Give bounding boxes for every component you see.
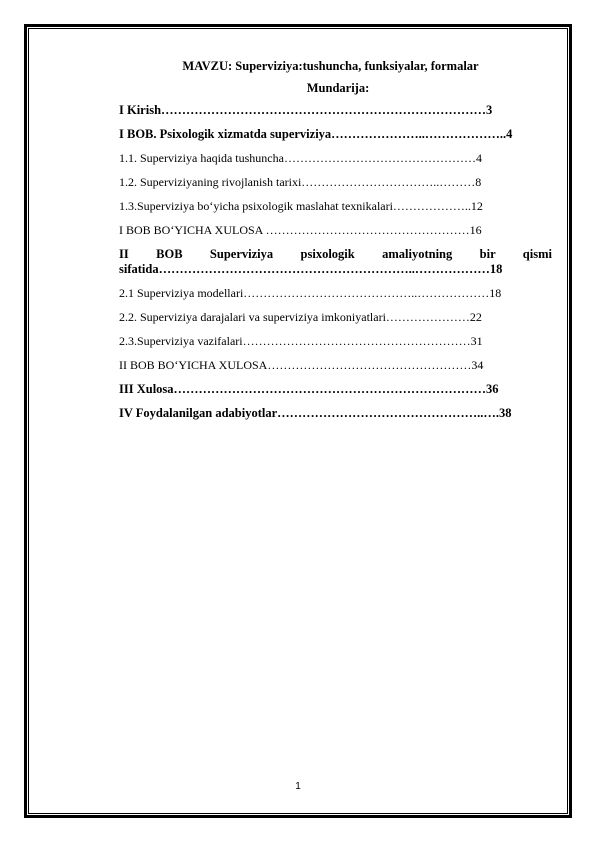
document-title: MAVZU: Superviziya:tushuncha, funksiyalar, formalar [182,59,479,73]
table-of-contents [119,103,552,421]
toc-entry-xulosa[interactable]: III Xulosa…………………………………………………………………36 [119,382,499,396]
toc-entry-bob1[interactable]: I BOB. Psixologik xizmatda superviziya…………………..………………..4 [119,127,513,141]
toc-entry-bob2-xulosa[interactable]: II BOB BO‘YICHA XULOSA……………………………………………34 [119,358,484,372]
toc-entry-kirish[interactable]: I Kirish……………………………………………………………………3 [119,103,493,117]
document-body [119,58,552,421]
toc-entry-bob2[interactable]: II BOB Superviziya psixologik amaliyotning bir qismi [119,247,552,261]
toc-entry-bob1-xulosa[interactable]: I BOB BO‘YICHA XULOSA ……………………………………………16 [119,223,482,237]
toc-entry-adabiyotlar[interactable]: IV Foydalanilgan adabiyotlar…………………………………………..….38 [119,406,512,420]
toc-entry-2-1[interactable]: 2.1 Superviziya modellari……………………………………..………………18 [119,286,502,300]
toc-entry-1-2[interactable]: 1.2. Superviziyaning rivojlanish tarixi……………………………..………8 [119,175,482,189]
toc-entry-2-2[interactable]: 2.2. Superviziya darajalari va superviziya imkoniyatlari…………………22 [119,310,482,324]
toc-entry-bob2-continued[interactable]: sifatida……………………………………………………..………………18 [119,262,503,276]
toc-entry-1-1[interactable]: 1.1. Superviziya haqida tushuncha…………………………………………4 [119,151,482,165]
toc-heading: Mundarija: [306,81,370,95]
page-number: 1 [295,781,301,792]
toc-entry-2-3[interactable]: 2.3.Superviziya vazifalari…………………………………………………31 [119,334,483,348]
toc-entry-1-3[interactable]: 1.3.Superviziya bo‘yicha psixologik maslahat texnikalari………………..12 [119,199,483,213]
